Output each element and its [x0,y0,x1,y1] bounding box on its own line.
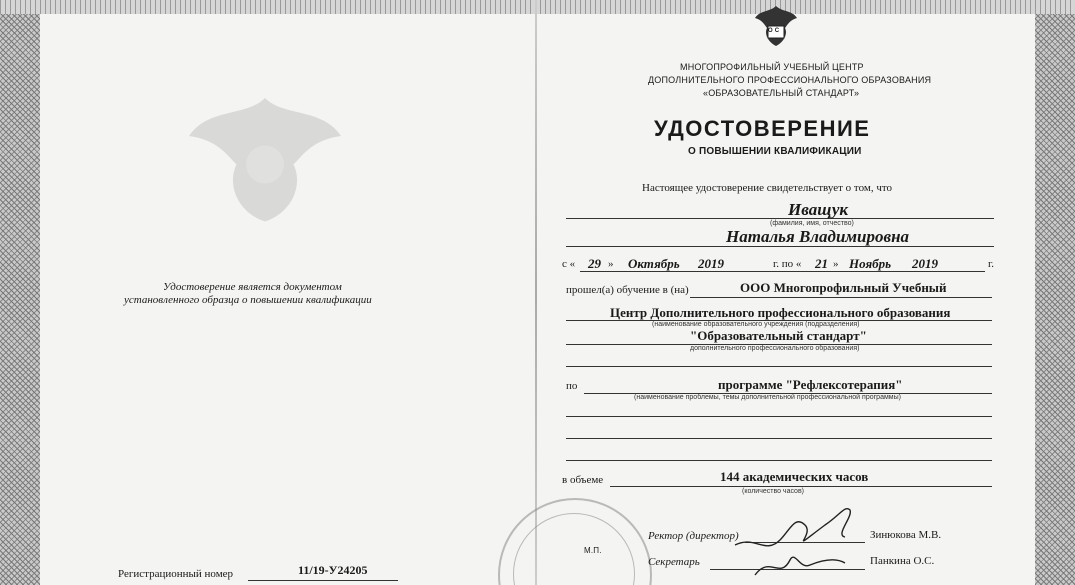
program-label: по [566,380,578,392]
secretary-label: Секретарь [648,556,700,568]
left-note-line-1: Удостоверение является документом [163,281,342,293]
left-note-line-2: установленного образца о повышении квалификации [124,294,372,306]
program-value: программе "Рефлексотерапия" [718,377,903,392]
rector-name: Зинюкова М.В. [870,529,942,541]
volume-value: 144 академических часов [720,469,869,484]
given-names-value: Наталья Владимировна [726,227,910,246]
logo-letters: О С [768,28,780,34]
date-from-prefix: с « [562,258,576,270]
volume-label: в объеме [562,474,604,486]
secretary-name: Панкина О.С. [870,555,935,567]
certificate-title: УДОСТОВЕРЕНИЕ [654,116,871,141]
date-from-year: 2019 [698,256,724,271]
surname-value: Иващук [788,200,849,219]
registration-label: Регистрационный номер [118,568,234,580]
date-from-month: Октябрь [628,256,680,271]
volume-caption: (количество часов) [742,488,804,495]
program-caption: (наименование проблемы, темы дополнительной профессиональной программы) [634,394,901,401]
top-border-pattern [0,0,1075,14]
header-line-1: МНОГОПРОФИЛЬНЫЙ УЧЕБНЫЙ ЦЕНТР [680,62,864,72]
header-line-3: «ОБРАЗОВАТЕЛЬНЫЙ СТАНДАРТ» [703,88,860,98]
institution-caption-1: (наименование образовательного учреждения (подразделения) [652,321,860,328]
rector-label: Ректор (директор) [648,530,739,542]
institution-value-2: Центр Дополнительного профессионального образования [610,305,951,320]
right-border-pattern [1035,0,1075,585]
date-to-day: 21 [815,256,828,271]
date-to-close: » [833,258,839,270]
date-to-suffix: г. [988,258,995,270]
institution-line-1 [690,297,992,298]
blank-line-4 [566,460,992,461]
date-from-day: 29 [588,256,601,271]
header-line-2: ДОПОЛНИТЕЛЬНОГО ПРОФЕССИОНАЛЬНОГО ОБРАЗОВАНИЯ [648,75,932,85]
certificate-subtitle: О ПОВЫШЕНИИ КВАЛИФИКАЦИИ [688,146,862,157]
eagle-logo-icon [752,2,800,50]
date-to-year: 2019 [912,256,938,271]
institution-value-3: "Образовательный стандарт" [690,328,867,343]
mp-label: М.П. [584,546,602,555]
blank-line-2 [566,416,992,417]
institution-caption-2: дополнительного профессионального образования) [690,345,860,352]
center-fold [535,0,537,585]
trained-label: прошел(а) обучение в (на) [566,284,689,296]
date-to-prefix: г. по « [773,258,802,270]
dates-line [580,271,985,272]
eagle-watermark-icon [170,60,360,250]
surname-line [566,218,994,219]
surname-caption: (фамилия, имя, отчество) [770,220,854,227]
volume-line [610,486,992,487]
registration-number: 11/19-У24205 [298,563,368,577]
date-from-close: » [608,258,614,270]
registration-line [248,580,398,581]
signatures-icon [725,495,875,585]
blank-line-1 [566,366,992,367]
intro-text: Настоящее удостоверение свидетельствует о том, что [642,182,893,194]
left-border-pattern [0,0,40,585]
date-to-month: Ноябрь [849,256,892,271]
blank-line-3 [566,438,992,439]
institution-value-1: ООО Многопрофильный Учебный [740,280,947,295]
